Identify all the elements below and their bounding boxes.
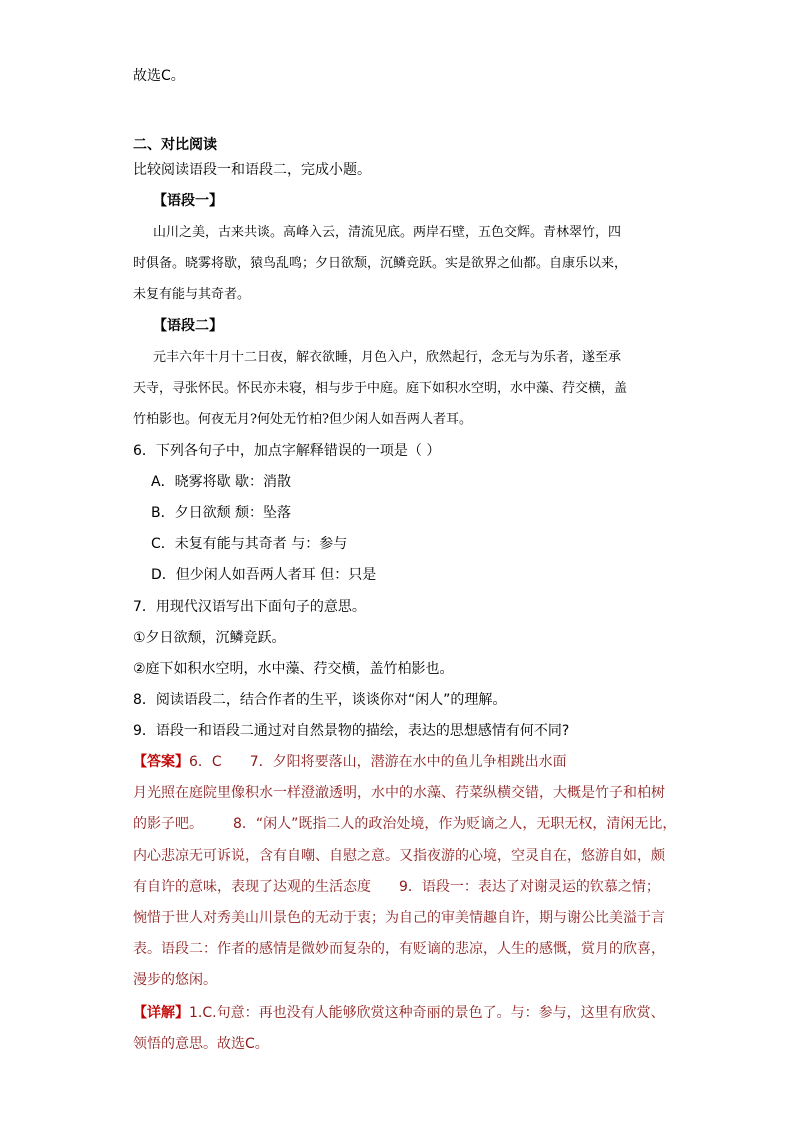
q6-option-d: D．但少闲人如吾两人者耳 但：只是 — [151, 567, 377, 583]
passage1-line: 时俱备。晓雾将歇，猿鸟乱鸣；夕日欲颓，沉鳞竞跃。实是欲界之仙都。自康乐以来， — [133, 256, 628, 271]
answer-8-cont1: 内心悲凉无可诉说，含有自嘲、自慰之意。又指夜游的心境，空灵自在，悠游自如，颇 — [133, 848, 665, 864]
answer-7-part3: 的影子吧。 — [133, 816, 203, 832]
passage2-line: 竹柏影也。何夜无月?何处无竹柏?但少闲人如吾两人者耳。 — [133, 412, 472, 427]
answer-9-cont1: 惋惜于世人对秀美山川景色的无动于衷；为自己的审美情趣自许，期与谢公比美溢于言 — [133, 910, 665, 926]
passage1-label: 【语段一】 — [153, 193, 223, 209]
passage1-line: 山川之美，古来共谈。高峰入云，清流见底。两岸石壁，五色交辉。青林翠竹，四 — [153, 225, 622, 240]
question-9: 9．语段一和语段二通过对自然景物的描绘，表达的思想感情有何不同? — [133, 723, 570, 739]
q6-option-a: A．晓雾将歇 歇：消散 — [151, 474, 292, 490]
passage2-label: 【语段二】 — [153, 318, 223, 334]
q7-item-2: ②庭下如积水空明，水中藻、荇交横，盖竹柏影也。 — [133, 661, 454, 677]
question-8: 8．阅读语段二，结合作者的生平，谈谈你对“闲人”的理解。 — [133, 692, 507, 708]
answer-7-part1: 7．夕阳将要落山，潜游在水中的鱼儿争相跳出水面 — [249, 754, 567, 770]
q7-item-1: ①夕日欲颓，沉鳞竞跃。 — [133, 630, 286, 646]
answer-9: 9．语段一：表达了对谢灵运的钦慕之情； — [399, 879, 660, 895]
passage1-line: 未复有能与其奇者。 — [133, 287, 251, 302]
question-6: 6．下列各句子中，加点字解释错误的一项是（ ） — [133, 443, 441, 459]
answer-9-cont3: 漫步的悠闲。 — [133, 972, 217, 988]
detail-text-1: 1.C.句意：再也没有人能够欣赏这种奇丽的景色了。与：参与，这里有欣赏、 — [189, 1005, 665, 1021]
q6-option-c: C．未复有能与其奇者 与：参与 — [151, 536, 348, 552]
detail-tag: 【详解】 — [133, 1005, 189, 1021]
section-title: 二、对比阅读 — [133, 137, 217, 153]
instruction: 比较阅读语段一和语段二，完成小题。 — [133, 162, 371, 178]
answer-line-3 — [133, 814, 676, 834]
detail-line-1 — [133, 1003, 665, 1023]
answer-line-1 — [133, 752, 567, 772]
detail-text-2: 领悟的意思。故选C。 — [133, 1036, 269, 1052]
previous-answer-tail: 故选C。 — [133, 68, 185, 84]
passage2-line: 元丰六年十月十二日夜，解衣欲睡，月色入户，欣然起行，念无与为乐者，遂至承 — [153, 350, 622, 365]
answer-6: 6．C — [189, 754, 222, 770]
answer-8: 8．“闲人”既指二人的政治处境，作为贬谪之人，无职无权，清闲无比， — [233, 816, 677, 832]
answer-tag: 【答案】 — [133, 754, 189, 770]
answer-7-part2: 月光照在庭院里像积水一样澄澈透明，水中的水藻、荇菜纵横交错，大概是竹子和柏树 — [133, 785, 665, 801]
passage2-line: 天寺，寻张怀民。怀民亦未寝，相与步于中庭。庭下如积水空明，水中藻、荇交横，盖 — [133, 381, 628, 396]
q6-option-b: B．夕日欲颓 颓：坠落 — [151, 505, 292, 521]
answer-8-cont2: 有自许的意味，表现了达观的生活态度 — [133, 879, 371, 895]
answer-line-5 — [133, 877, 660, 897]
answer-9-cont2: 表。语段二：作者的感情是微妙而复杂的，有贬谪的悲凉，人生的感慨，赏月的欣喜， — [133, 941, 665, 957]
question-7: 7．用现代汉语写出下面句子的意思。 — [133, 599, 366, 615]
